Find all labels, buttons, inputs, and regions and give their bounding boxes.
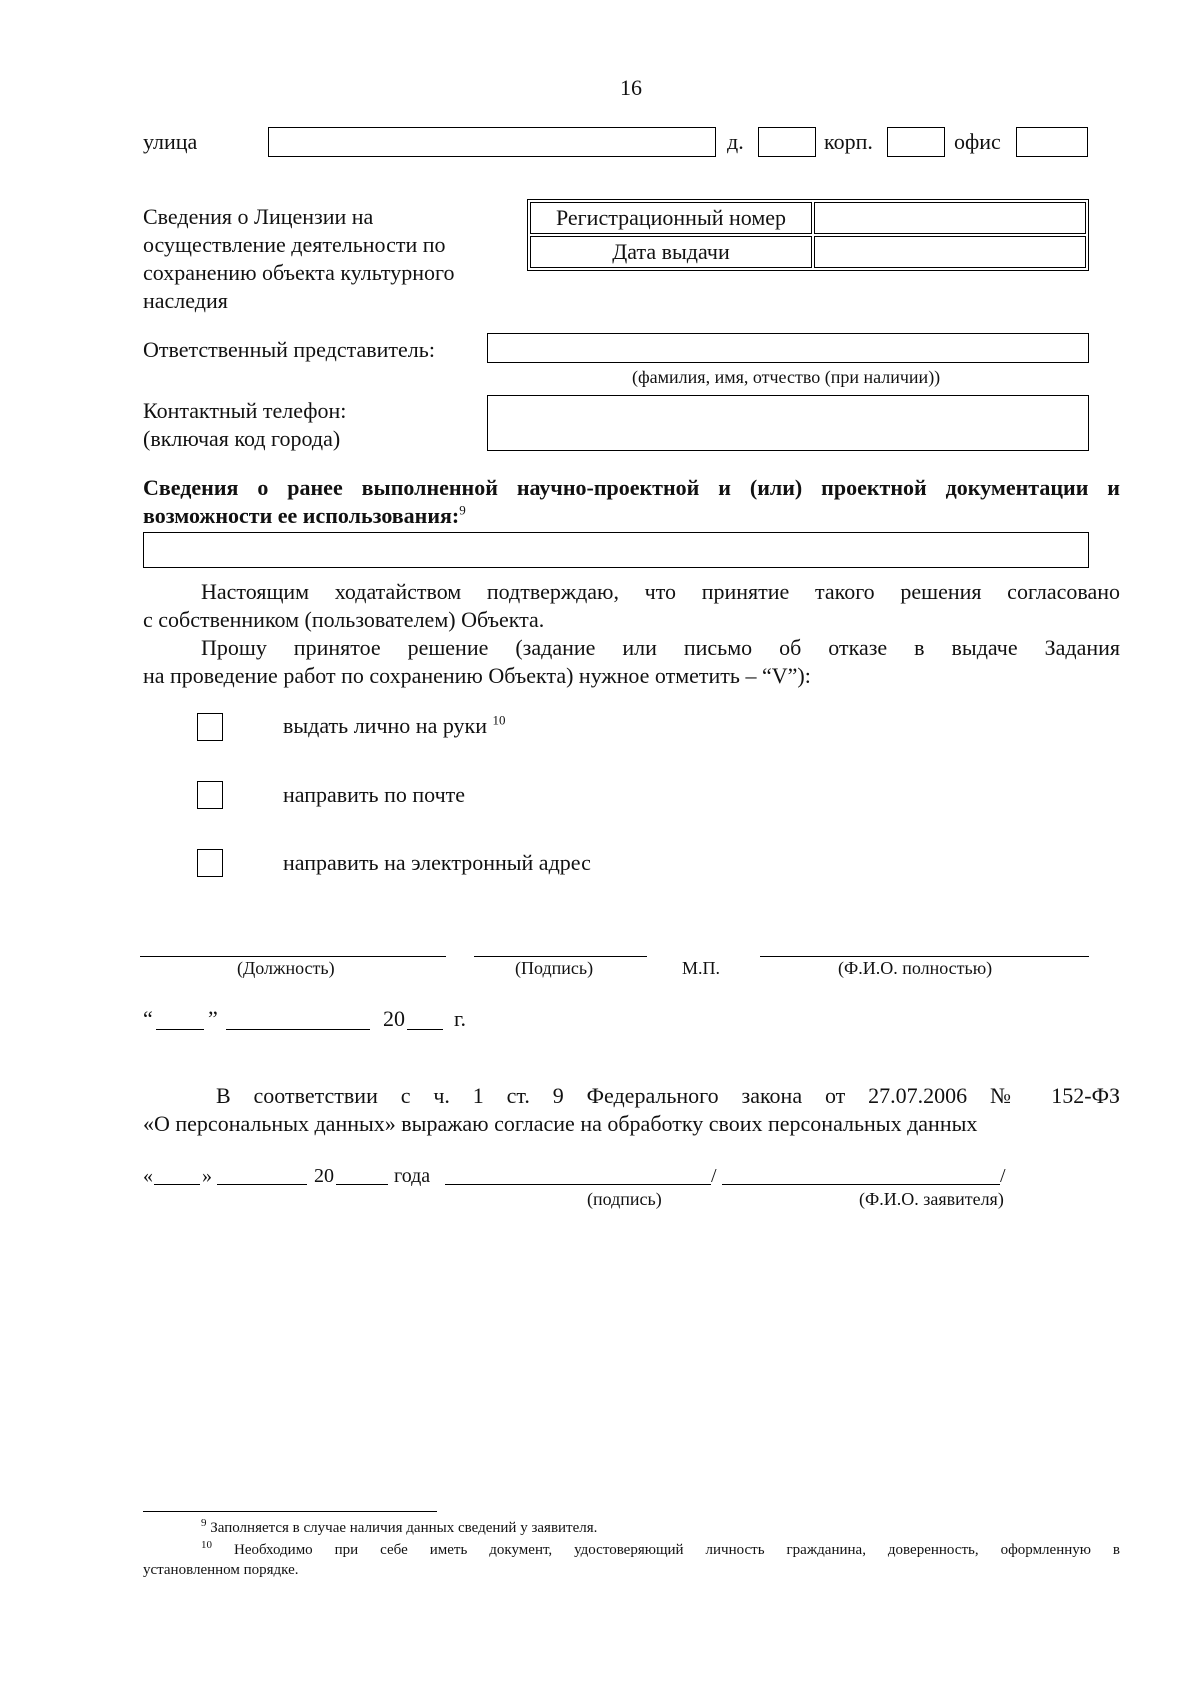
- position-caption: (Должность): [237, 958, 335, 978]
- delivery-option-checkbox-in-person[interactable]: [197, 713, 223, 741]
- phone-label-line1: Контактный телефон:: [143, 398, 347, 423]
- sign-caption: (Подпись): [515, 958, 594, 978]
- footnote-9-text: Заполняется в случае наличия данных сведений у заявителя.: [210, 1520, 598, 1536]
- consent-sign-caption: (подпись): [587, 1189, 662, 1209]
- confirmation-para2-line1: Прошу принятое решение (задание или письмо об отказе в выдаче Задания: [201, 635, 1120, 660]
- street-field[interactable]: [268, 127, 716, 157]
- consent-name-line[interactable]: [722, 1184, 1000, 1185]
- consent-year-word: года: [394, 1165, 431, 1187]
- consent-slash-1: /: [711, 1165, 717, 1187]
- footnote-ref-10: 10: [492, 712, 506, 728]
- consent-month-line[interactable]: [217, 1184, 307, 1185]
- footnote-separator: [143, 1511, 437, 1512]
- issue-date-label: Дата выдачи: [530, 236, 812, 268]
- page-number: 16: [620, 75, 642, 100]
- confirmation-para2-line2: на проведение работ по сохранению Объекта) нужное отметить – “V”):: [143, 663, 811, 688]
- delivery-option-in-person: [283, 712, 506, 740]
- stamp-caption: М.П.: [682, 958, 721, 978]
- date-year-line[interactable]: [407, 1029, 443, 1030]
- house-field[interactable]: [758, 127, 816, 157]
- date-open-quote: “: [143, 1006, 153, 1031]
- building-label: корп.: [824, 129, 873, 154]
- consent-sign-line[interactable]: [445, 1184, 711, 1185]
- date-day-line[interactable]: [156, 1029, 204, 1030]
- delivery-option-post: направить по почте: [283, 782, 466, 807]
- consent-slash-2: /: [1000, 1165, 1006, 1187]
- license-row-issue-date: [530, 236, 1086, 268]
- street-label: улица: [143, 129, 198, 154]
- consent-line1: В соответствии с ч. 1 ст. 9 Федерального закона от 27.07.2006 № 152-ФЗ: [216, 1083, 1120, 1108]
- consent-open-quote: «: [143, 1165, 153, 1187]
- date-month-line[interactable]: [226, 1029, 370, 1030]
- consent-line2: «О персональных данных» выражаю согласие на обработку своих персональных данных: [143, 1111, 978, 1136]
- footnote-9-number: 9: [201, 1517, 207, 1529]
- prior-docs-heading-line1: [143, 474, 1120, 502]
- prior-docs-heading-line2: [143, 502, 466, 530]
- footnote-9: [201, 1519, 597, 1538]
- consent-name-caption: (Ф.И.О. заявителя): [859, 1189, 1004, 1209]
- footnote-10-line2: установленном порядке.: [143, 1562, 299, 1578]
- office-field[interactable]: [1016, 127, 1088, 157]
- delivery-option-email: направить на электронный адрес: [283, 850, 591, 875]
- house-label: д.: [727, 129, 744, 154]
- reg-number-label: Регистрационный номер: [530, 202, 812, 234]
- prior-docs-heading-line2-text: возможности ее использования:: [143, 503, 460, 528]
- footnote-ref-9: 9: [459, 502, 466, 518]
- license-label: Сведения о Лицензии на осуществление деятельности по сохранению объекта культурного наследия: [143, 204, 455, 313]
- consent-year-line[interactable]: [336, 1184, 388, 1185]
- phone-field[interactable]: [487, 395, 1089, 451]
- name-caption: (Ф.И.О. полностью): [838, 958, 993, 978]
- license-row-reg-number: [530, 202, 1086, 234]
- confirmation-para1-line2: с собственником (пользователем) Объекта.: [143, 607, 545, 632]
- delivery-option-label: выдать лично на руки: [283, 713, 488, 738]
- prior-docs-field[interactable]: [143, 532, 1089, 568]
- delivery-option-checkbox-post[interactable]: [197, 781, 223, 809]
- consent-close-quote: »: [202, 1165, 212, 1187]
- reg-number-field[interactable]: [814, 202, 1086, 234]
- date-close-quote: ”: [208, 1006, 218, 1031]
- issue-date-field[interactable]: [814, 236, 1086, 268]
- building-field[interactable]: [887, 127, 945, 157]
- phone-label-line2: (включая код города): [143, 426, 341, 451]
- license-table: [527, 199, 1089, 271]
- representative-label: Ответственный представитель:: [143, 337, 435, 362]
- footnote-10-text-line1: Необходимо при себе иметь документ, удостоверяющий личность гражданина, доверенность, оформленную в: [233, 1542, 1121, 1558]
- consent-day-line[interactable]: [154, 1184, 200, 1185]
- delivery-option-checkbox-email[interactable]: [197, 849, 223, 877]
- date-year-suffix: г.: [454, 1006, 467, 1031]
- footnote-10-number: 10: [201, 1539, 212, 1551]
- representative-hint: (фамилия, имя, отчество (при наличии)): [632, 367, 941, 387]
- consent-year-prefix: 20: [314, 1165, 334, 1187]
- date-year-prefix: 20: [383, 1006, 405, 1031]
- representative-field[interactable]: [487, 333, 1089, 363]
- confirmation-para1-line1: Настоящим ходатайством подтверждаю, что принятие такого решения согласовано: [201, 579, 1120, 604]
- footnote-10-line1: [201, 1541, 1120, 1560]
- office-label: офис: [954, 129, 1001, 154]
- prior-docs-heading-line1-text: Сведения о ранее выполненной научно-проектной и (или) проектной документации и: [143, 475, 1120, 500]
